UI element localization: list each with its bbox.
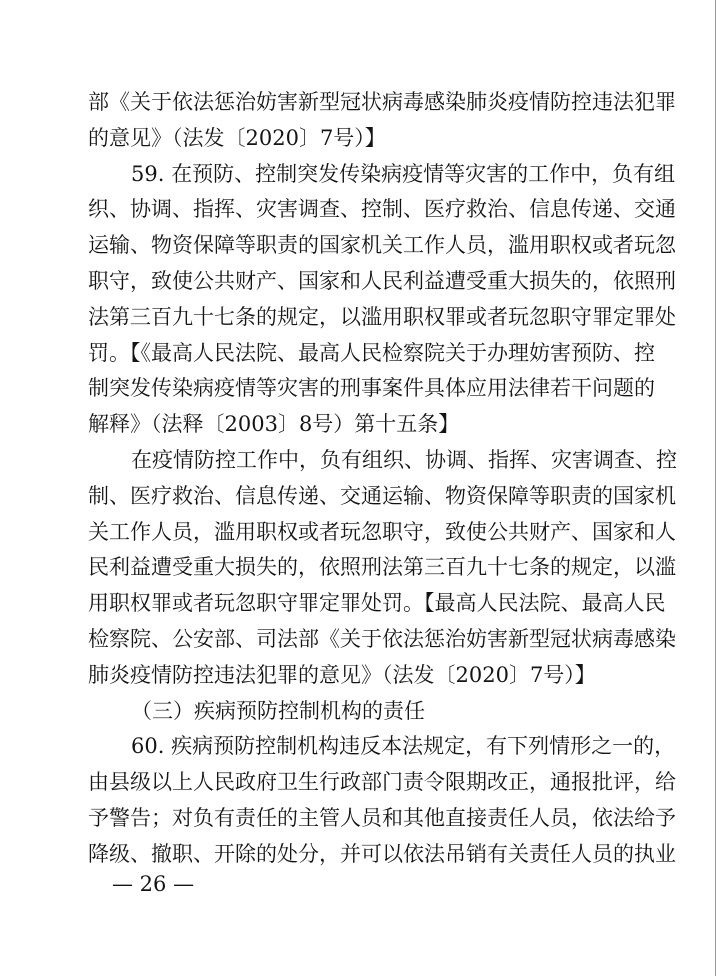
text-line: 关工作人员，滥用职权或者玩忽职守，致使公共财产、国家和人 [88, 520, 676, 544]
text-line: 检察院、公安部、司法部《关于依法惩治妨害新型冠状病毒感染 [88, 627, 676, 651]
text-line: 肺炎疫情防控违法犯罪的意见》（法发〔2020〕7号）】 [88, 663, 596, 687]
text-line: 降级、撤职、开除的处分，并可以依法吊销有关责任人员的执业 [88, 842, 676, 866]
text-line: 制突发传染病疫情等灾害的刑事案件具体应用法律若干问题的 [88, 376, 655, 400]
text-line: 部《关于依法惩治妨害新型冠状病毒感染肺炎疫情防控违法犯罪 [88, 90, 676, 114]
text-line: 运输、物资保障等职责的国家机关工作人员，滥用职权或者玩忽 [88, 233, 676, 257]
text-line: 职守，致使公共财产、国家和人民利益遭受重大损失的，依照刑 [88, 269, 676, 293]
text-line: 织、协调、指挥、灾害调查、控制、医疗救治、信息传递、交通 [88, 197, 676, 221]
page-number: — 26 — [112, 872, 195, 896]
text-line: 解释》（法释〔2003〕8号）第十五条】 [88, 412, 460, 436]
paragraph-60-first-line: 60. 疾病预防控制机构违反本法规定，有下列情形之一的， [131, 734, 676, 758]
text-line: 制、医疗救治、信息传递、交通运输、物资保障等职责的国家机 [88, 484, 676, 508]
paragraph-59-first-line: 59. 在预防、控制突发传染病疫情等灾害的工作中，负有组 [131, 162, 676, 186]
text-line: 由县级以上人民政府卫生行政部门责令限期改正，通报批评，给 [88, 770, 676, 794]
text-line: 予警告；对负有责任的主管人员和其他直接责任人员，依法给予 [88, 806, 676, 830]
text-line: 罚。【《最高人民法院、最高人民检察院关于办理妨害预防、控 [88, 341, 655, 365]
text-line: 用职权罪或者玩忽职守罪定罪处罚。【最高人民法院、最高人民 [88, 591, 666, 615]
text-line: 的意见》（法发〔2020〕7号）】 [88, 126, 386, 150]
paragraph-first-line: 在疫情防控工作中，负有组织、协调、指挥、灾害调查、控 [131, 448, 677, 472]
section-heading: （三）疾病预防控制机构的责任 [131, 699, 425, 723]
text-line: 法第三百九十七条的规定，以滥用职权罪或者玩忽职守罪定罪处 [88, 305, 676, 329]
text-line: 民利益遭受重大损失的，依照刑法第三百九十七条的规定，以滥 [88, 555, 676, 579]
